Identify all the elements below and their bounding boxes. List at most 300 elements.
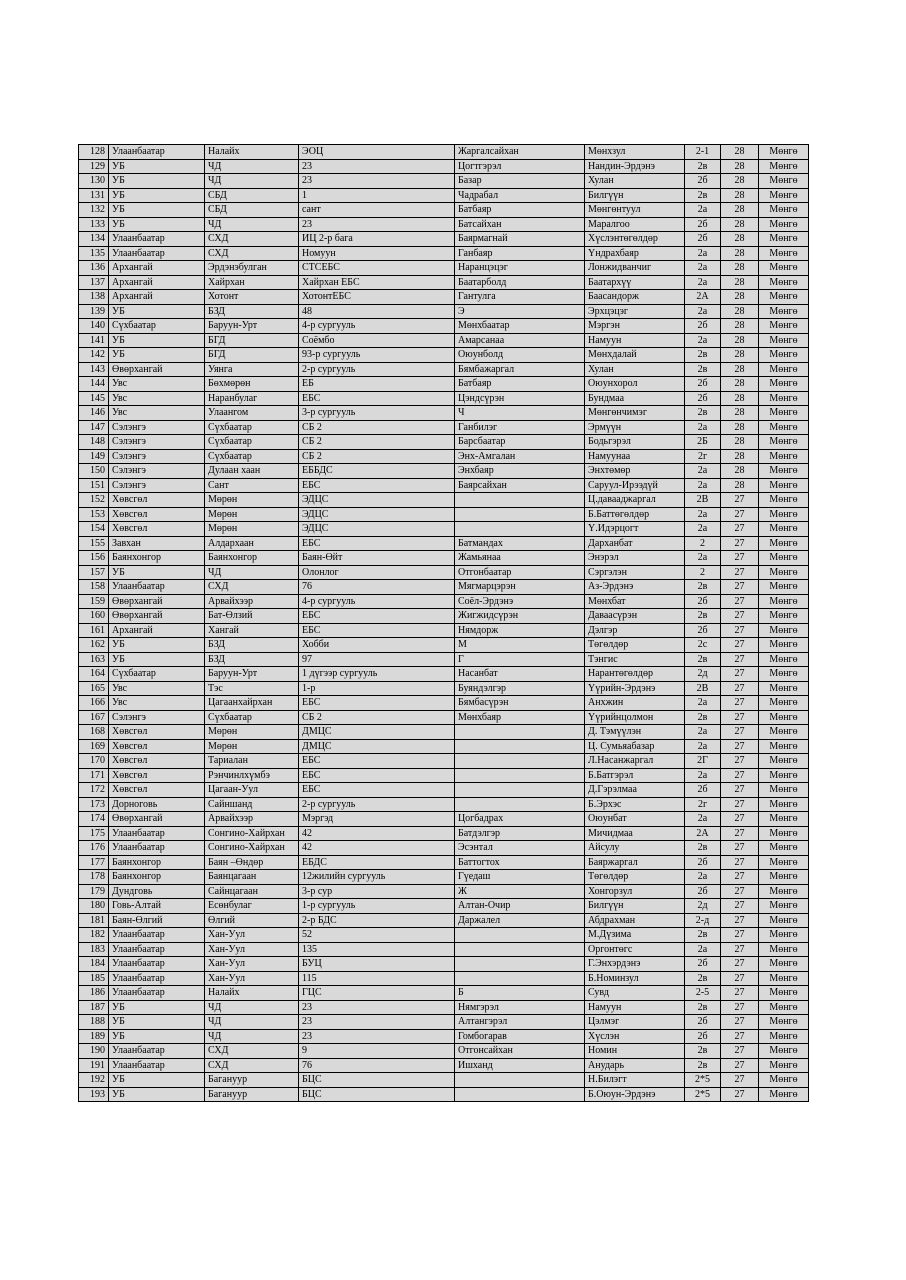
table-row: [79, 841, 809, 856]
row-number: 190: [79, 1044, 109, 1059]
class-cell: 2Б: [685, 435, 721, 450]
table-row: [79, 493, 809, 508]
teacher-cell: Энх-Амгалан: [455, 449, 585, 464]
table-row: [79, 855, 809, 870]
score-cell: 28: [721, 203, 759, 218]
class-cell: 2а: [685, 725, 721, 740]
teacher-cell: [455, 1073, 585, 1088]
row-number: 180: [79, 899, 109, 914]
medal-cell: Мөнгө: [759, 319, 809, 334]
district-cell: БЗД: [205, 652, 299, 667]
student-cell: Мичидмаа: [585, 826, 685, 841]
row-number: 192: [79, 1073, 109, 1088]
score-cell: 27: [721, 768, 759, 783]
teacher-cell: [455, 783, 585, 798]
table-row: [79, 203, 809, 218]
score-cell: 27: [721, 1058, 759, 1073]
class-cell: 2в: [685, 188, 721, 203]
student-cell: Намуун: [585, 333, 685, 348]
teacher-cell: Гантулга: [455, 290, 585, 305]
student-cell: Үндрахбаяр: [585, 246, 685, 261]
aimag-cell: Архангай: [109, 290, 205, 305]
school-cell: 3-р сур: [299, 884, 455, 899]
aimag-cell: Архангай: [109, 623, 205, 638]
table-row: [79, 522, 809, 537]
table-row: [79, 797, 809, 812]
school-cell: 1 дүгээр сургууль: [299, 667, 455, 682]
row-number: 130: [79, 174, 109, 189]
medal-cell: Мөнгө: [759, 406, 809, 421]
score-cell: 27: [721, 609, 759, 624]
score-cell: 27: [721, 1000, 759, 1015]
class-cell: 2б: [685, 884, 721, 899]
class-cell: 2а: [685, 275, 721, 290]
school-cell: 23: [299, 217, 455, 232]
medal-cell: Мөнгө: [759, 1029, 809, 1044]
medal-cell: Мөнгө: [759, 638, 809, 653]
aimag-cell: Улаанбаатар: [109, 971, 205, 986]
teacher-cell: Батсайхан: [455, 217, 585, 232]
student-cell: Намуунаа: [585, 449, 685, 464]
teacher-cell: Чадрабал: [455, 188, 585, 203]
teacher-cell: Бямбасүрэн: [455, 696, 585, 711]
aimag-cell: Сэлэнгэ: [109, 420, 205, 435]
district-cell: Сүхбаатар: [205, 420, 299, 435]
student-cell: Тэнгис: [585, 652, 685, 667]
table-row: [79, 449, 809, 464]
aimag-cell: Улаанбаатар: [109, 145, 205, 160]
district-cell: СХД: [205, 1058, 299, 1073]
aimag-cell: Баян-Өлгий: [109, 913, 205, 928]
row-number: 144: [79, 377, 109, 392]
district-cell: БГД: [205, 348, 299, 363]
row-number: 156: [79, 551, 109, 566]
table-row: [79, 159, 809, 174]
school-cell: 93-р сургууль: [299, 348, 455, 363]
class-cell: 2а: [685, 304, 721, 319]
row-number: 161: [79, 623, 109, 638]
table-row: [79, 1029, 809, 1044]
table-row: [79, 696, 809, 711]
school-cell: 97: [299, 652, 455, 667]
table-row: [79, 377, 809, 392]
class-cell: 2в: [685, 971, 721, 986]
score-cell: 28: [721, 232, 759, 247]
student-cell: Билгүүн: [585, 188, 685, 203]
row-number: 155: [79, 536, 109, 551]
teacher-cell: М: [455, 638, 585, 653]
school-cell: 42: [299, 826, 455, 841]
school-cell: Мэргэд: [299, 812, 455, 827]
teacher-cell: Базар: [455, 174, 585, 189]
class-cell: 2а: [685, 333, 721, 348]
score-cell: 28: [721, 290, 759, 305]
district-cell: Есөнбулаг: [205, 899, 299, 914]
teacher-cell: Алтан-Очир: [455, 899, 585, 914]
table-row: [79, 971, 809, 986]
medal-cell: Мөнгө: [759, 986, 809, 1001]
score-cell: 27: [721, 754, 759, 769]
class-cell: 2-1: [685, 145, 721, 160]
student-cell: Төгөлдөр: [585, 638, 685, 653]
table-row: [79, 246, 809, 261]
teacher-cell: Баттогтох: [455, 855, 585, 870]
aimag-cell: УБ: [109, 174, 205, 189]
aimag-cell: Өвөрхангай: [109, 362, 205, 377]
table-row: [79, 609, 809, 624]
student-cell: Маралгоо: [585, 217, 685, 232]
score-cell: 27: [721, 855, 759, 870]
school-cell: ДМЦС: [299, 739, 455, 754]
score-cell: 27: [721, 594, 759, 609]
aimag-cell: УБ: [109, 565, 205, 580]
student-cell: Б.Номинзул: [585, 971, 685, 986]
class-cell: 2б: [685, 957, 721, 972]
score-cell: 27: [721, 739, 759, 754]
teacher-cell: Амарсанаа: [455, 333, 585, 348]
row-number: 163: [79, 652, 109, 667]
aimag-cell: УБ: [109, 1029, 205, 1044]
teacher-cell: Наранцэцэг: [455, 261, 585, 276]
aimag-cell: Архангай: [109, 275, 205, 290]
score-cell: 27: [721, 942, 759, 957]
medal-cell: Мөнгө: [759, 957, 809, 972]
row-number: 159: [79, 594, 109, 609]
district-cell: Хотонт: [205, 290, 299, 305]
score-cell: 27: [721, 841, 759, 856]
table-row: [79, 739, 809, 754]
teacher-cell: Нямгэрэл: [455, 1000, 585, 1015]
row-number: 140: [79, 319, 109, 334]
school-cell: БУЦ: [299, 957, 455, 972]
aimag-cell: Увс: [109, 681, 205, 696]
district-cell: БЗД: [205, 638, 299, 653]
district-cell: ЧД: [205, 159, 299, 174]
district-cell: СХД: [205, 246, 299, 261]
district-cell: Дулаан хаан: [205, 464, 299, 479]
student-cell: Д. Тэмүүлэн: [585, 725, 685, 740]
aimag-cell: УБ: [109, 188, 205, 203]
medal-cell: Мөнгө: [759, 1015, 809, 1030]
student-cell: Хулан: [585, 174, 685, 189]
row-number: 184: [79, 957, 109, 972]
medal-cell: Мөнгө: [759, 232, 809, 247]
class-cell: 2а: [685, 522, 721, 537]
teacher-cell: [455, 739, 585, 754]
teacher-cell: Батмандах: [455, 536, 585, 551]
medal-cell: Мөнгө: [759, 681, 809, 696]
school-cell: 4-р сургууль: [299, 319, 455, 334]
district-cell: Цагаан-Уул: [205, 783, 299, 798]
table-row: [79, 145, 809, 160]
medal-cell: Мөнгө: [759, 435, 809, 450]
score-cell: 27: [721, 638, 759, 653]
school-cell: ГЦС: [299, 986, 455, 1001]
teacher-cell: Цогтгэрэл: [455, 159, 585, 174]
teacher-cell: Бямбажаргал: [455, 362, 585, 377]
row-number: 135: [79, 246, 109, 261]
school-cell: 9: [299, 1044, 455, 1059]
district-cell: ЧД: [205, 565, 299, 580]
class-cell: 2А: [685, 290, 721, 305]
district-cell: Сонгино-Хайрхан: [205, 841, 299, 856]
score-cell: 27: [721, 536, 759, 551]
student-cell: Б.Батгэрэл: [585, 768, 685, 783]
student-cell: Хонгорзул: [585, 884, 685, 899]
score-cell: 27: [721, 971, 759, 986]
score-cell: 27: [721, 551, 759, 566]
class-cell: 2в: [685, 348, 721, 363]
score-cell: 27: [721, 870, 759, 885]
aimag-cell: Хөвсгөл: [109, 783, 205, 798]
district-cell: Рэнчинлхүмбэ: [205, 768, 299, 783]
district-cell: Мөрөн: [205, 493, 299, 508]
score-cell: 28: [721, 377, 759, 392]
school-cell: 135: [299, 942, 455, 957]
table-row: [79, 406, 809, 421]
medal-cell: Мөнгө: [759, 870, 809, 885]
aimag-cell: УБ: [109, 348, 205, 363]
row-number: 147: [79, 420, 109, 435]
district-cell: Цагаанхайрхан: [205, 696, 299, 711]
class-cell: 2в: [685, 710, 721, 725]
score-cell: 27: [721, 667, 759, 682]
district-cell: Сүхбаатар: [205, 449, 299, 464]
aimag-cell: УБ: [109, 203, 205, 218]
student-cell: Оюунбат: [585, 812, 685, 827]
student-cell: Мөнхбат: [585, 594, 685, 609]
aimag-cell: Сэлэнгэ: [109, 464, 205, 479]
school-cell: ЭДЦС: [299, 507, 455, 522]
student-cell: Аз-Эрдэнэ: [585, 580, 685, 595]
medal-cell: Мөнгө: [759, 826, 809, 841]
medal-cell: Мөнгө: [759, 551, 809, 566]
aimag-cell: Дундговь: [109, 884, 205, 899]
student-cell: Анхжин: [585, 696, 685, 711]
table-row: [79, 174, 809, 189]
class-cell: 2в: [685, 652, 721, 667]
student-cell: Абдрахман: [585, 913, 685, 928]
student-cell: Б.Баттөгөлдөр: [585, 507, 685, 522]
medal-cell: Мөнгө: [759, 855, 809, 870]
school-cell: 2-р сургууль: [299, 797, 455, 812]
student-cell: Хулан: [585, 362, 685, 377]
score-cell: 27: [721, 884, 759, 899]
class-cell: 2а: [685, 739, 721, 754]
district-cell: СХД: [205, 1044, 299, 1059]
class-cell: 2б: [685, 1029, 721, 1044]
school-cell: ЭДЦС: [299, 493, 455, 508]
aimag-cell: Сэлэнгэ: [109, 449, 205, 464]
medal-cell: Мөнгө: [759, 884, 809, 899]
class-cell: 2в: [685, 580, 721, 595]
school-cell: 12жилийн сургууль: [299, 870, 455, 885]
teacher-cell: Ганбаяр: [455, 246, 585, 261]
medal-cell: Мөнгө: [759, 464, 809, 479]
medal-cell: Мөнгө: [759, 565, 809, 580]
row-number: 179: [79, 884, 109, 899]
student-cell: Эрмүүн: [585, 420, 685, 435]
teacher-cell: Мягмарцэрэн: [455, 580, 585, 595]
school-cell: ДМЦС: [299, 725, 455, 740]
aimag-cell: Улаанбаатар: [109, 957, 205, 972]
score-cell: 27: [721, 1044, 759, 1059]
aimag-cell: УБ: [109, 217, 205, 232]
row-number: 193: [79, 1087, 109, 1102]
aimag-cell: Улаанбаатар: [109, 1058, 205, 1073]
aimag-cell: УБ: [109, 638, 205, 653]
school-cell: 76: [299, 1058, 455, 1073]
class-cell: 2а: [685, 812, 721, 827]
aimag-cell: Говь-Алтай: [109, 899, 205, 914]
table-row: [79, 1073, 809, 1088]
school-cell: 4-р сургууль: [299, 594, 455, 609]
table-row: [79, 899, 809, 914]
district-cell: Хайрхан: [205, 275, 299, 290]
district-cell: СХД: [205, 580, 299, 595]
school-cell: Хайрхан ЕБС: [299, 275, 455, 290]
school-cell: 1: [299, 188, 455, 203]
medal-cell: Мөнгө: [759, 246, 809, 261]
teacher-cell: Эсэнтал: [455, 841, 585, 856]
class-cell: 2б: [685, 217, 721, 232]
row-number: 132: [79, 203, 109, 218]
student-cell: Л.Насанжаргал: [585, 754, 685, 769]
student-cell: Н.Билэгт: [585, 1073, 685, 1088]
medal-cell: Мөнгө: [759, 652, 809, 667]
class-cell: 2а: [685, 696, 721, 711]
score-cell: 27: [721, 623, 759, 638]
school-cell: 76: [299, 580, 455, 595]
district-cell: Баянцагаан: [205, 870, 299, 885]
table-row: [79, 725, 809, 740]
row-number: 182: [79, 928, 109, 943]
aimag-cell: Өвөрхангай: [109, 812, 205, 827]
student-cell: Оюунхорол: [585, 377, 685, 392]
aimag-cell: Сэлэнгэ: [109, 710, 205, 725]
district-cell: Хан-Уул: [205, 942, 299, 957]
teacher-cell: Ишханд: [455, 1058, 585, 1073]
score-cell: 28: [721, 362, 759, 377]
school-cell: сант: [299, 203, 455, 218]
medal-cell: Мөнгө: [759, 333, 809, 348]
medal-cell: Мөнгө: [759, 348, 809, 363]
class-cell: 2В: [685, 681, 721, 696]
teacher-cell: [455, 797, 585, 812]
medal-cell: Мөнгө: [759, 594, 809, 609]
row-number: 169: [79, 739, 109, 754]
medal-cell: Мөнгө: [759, 899, 809, 914]
district-cell: Алдархаан: [205, 536, 299, 551]
teacher-cell: Ж: [455, 884, 585, 899]
school-cell: СБ 2: [299, 710, 455, 725]
class-cell: 2в: [685, 159, 721, 174]
aimag-cell: Улаанбаатар: [109, 826, 205, 841]
school-cell: 23: [299, 1029, 455, 1044]
student-cell: Намуун: [585, 1000, 685, 1015]
medal-cell: Мөнгө: [759, 1073, 809, 1088]
district-cell: ЧД: [205, 174, 299, 189]
row-number: 154: [79, 522, 109, 537]
class-cell: 2*5: [685, 1087, 721, 1102]
class-cell: 2а: [685, 203, 721, 218]
row-number: 157: [79, 565, 109, 580]
row-number: 166: [79, 696, 109, 711]
aimag-cell: Өвөрхангай: [109, 594, 205, 609]
district-cell: Арвайхээр: [205, 594, 299, 609]
table-row: [79, 565, 809, 580]
row-number: 153: [79, 507, 109, 522]
score-cell: 28: [721, 275, 759, 290]
aimag-cell: Дорноговь: [109, 797, 205, 812]
score-cell: 28: [721, 406, 759, 421]
class-cell: 2а: [685, 942, 721, 957]
district-cell: Баруун-Урт: [205, 319, 299, 334]
school-cell: 23: [299, 159, 455, 174]
medal-cell: Мөнгө: [759, 812, 809, 827]
medal-cell: Мөнгө: [759, 942, 809, 957]
row-number: 129: [79, 159, 109, 174]
class-cell: 2в: [685, 406, 721, 421]
row-number: 168: [79, 725, 109, 740]
medal-cell: Мөнгө: [759, 1058, 809, 1073]
student-cell: Үүрийн-Эрдэнэ: [585, 681, 685, 696]
district-cell: СБД: [205, 188, 299, 203]
district-cell: Улаангом: [205, 406, 299, 421]
row-number: 152: [79, 493, 109, 508]
teacher-cell: Баярмагнай: [455, 232, 585, 247]
score-cell: 27: [721, 652, 759, 667]
medal-cell: Мөнгө: [759, 188, 809, 203]
teacher-cell: Жамьянаа: [455, 551, 585, 566]
table-row: [79, 290, 809, 305]
school-cell: 1-р сургууль: [299, 899, 455, 914]
class-cell: 2в: [685, 841, 721, 856]
medal-cell: Мөнгө: [759, 449, 809, 464]
row-number: 139: [79, 304, 109, 319]
class-cell: 2в: [685, 928, 721, 943]
row-number: 150: [79, 464, 109, 479]
teacher-cell: [455, 928, 585, 943]
score-cell: 27: [721, 522, 759, 537]
aimag-cell: Сүхбаатар: [109, 319, 205, 334]
class-cell: 2б: [685, 174, 721, 189]
student-cell: Мөнгөнчимэг: [585, 406, 685, 421]
score-cell: 27: [721, 1015, 759, 1030]
medal-cell: Мөнгө: [759, 290, 809, 305]
row-number: 183: [79, 942, 109, 957]
table-row: [79, 1087, 809, 1102]
table-row: [79, 188, 809, 203]
medal-cell: Мөнгө: [759, 580, 809, 595]
table-row: [79, 710, 809, 725]
school-cell: Олонлог: [299, 565, 455, 580]
student-cell: Баасандорж: [585, 290, 685, 305]
teacher-cell: Цэндсүрэн: [455, 391, 585, 406]
score-cell: 28: [721, 188, 759, 203]
score-cell: 27: [721, 899, 759, 914]
table-row: [79, 217, 809, 232]
medal-cell: Мөнгө: [759, 174, 809, 189]
class-cell: 2в: [685, 1044, 721, 1059]
teacher-cell: Б: [455, 986, 585, 1001]
district-cell: ЧД: [205, 1029, 299, 1044]
table-row: [79, 333, 809, 348]
teacher-cell: Буяндэлгэр: [455, 681, 585, 696]
medal-cell: Мөнгө: [759, 1087, 809, 1102]
row-number: 187: [79, 1000, 109, 1015]
aimag-cell: УБ: [109, 159, 205, 174]
